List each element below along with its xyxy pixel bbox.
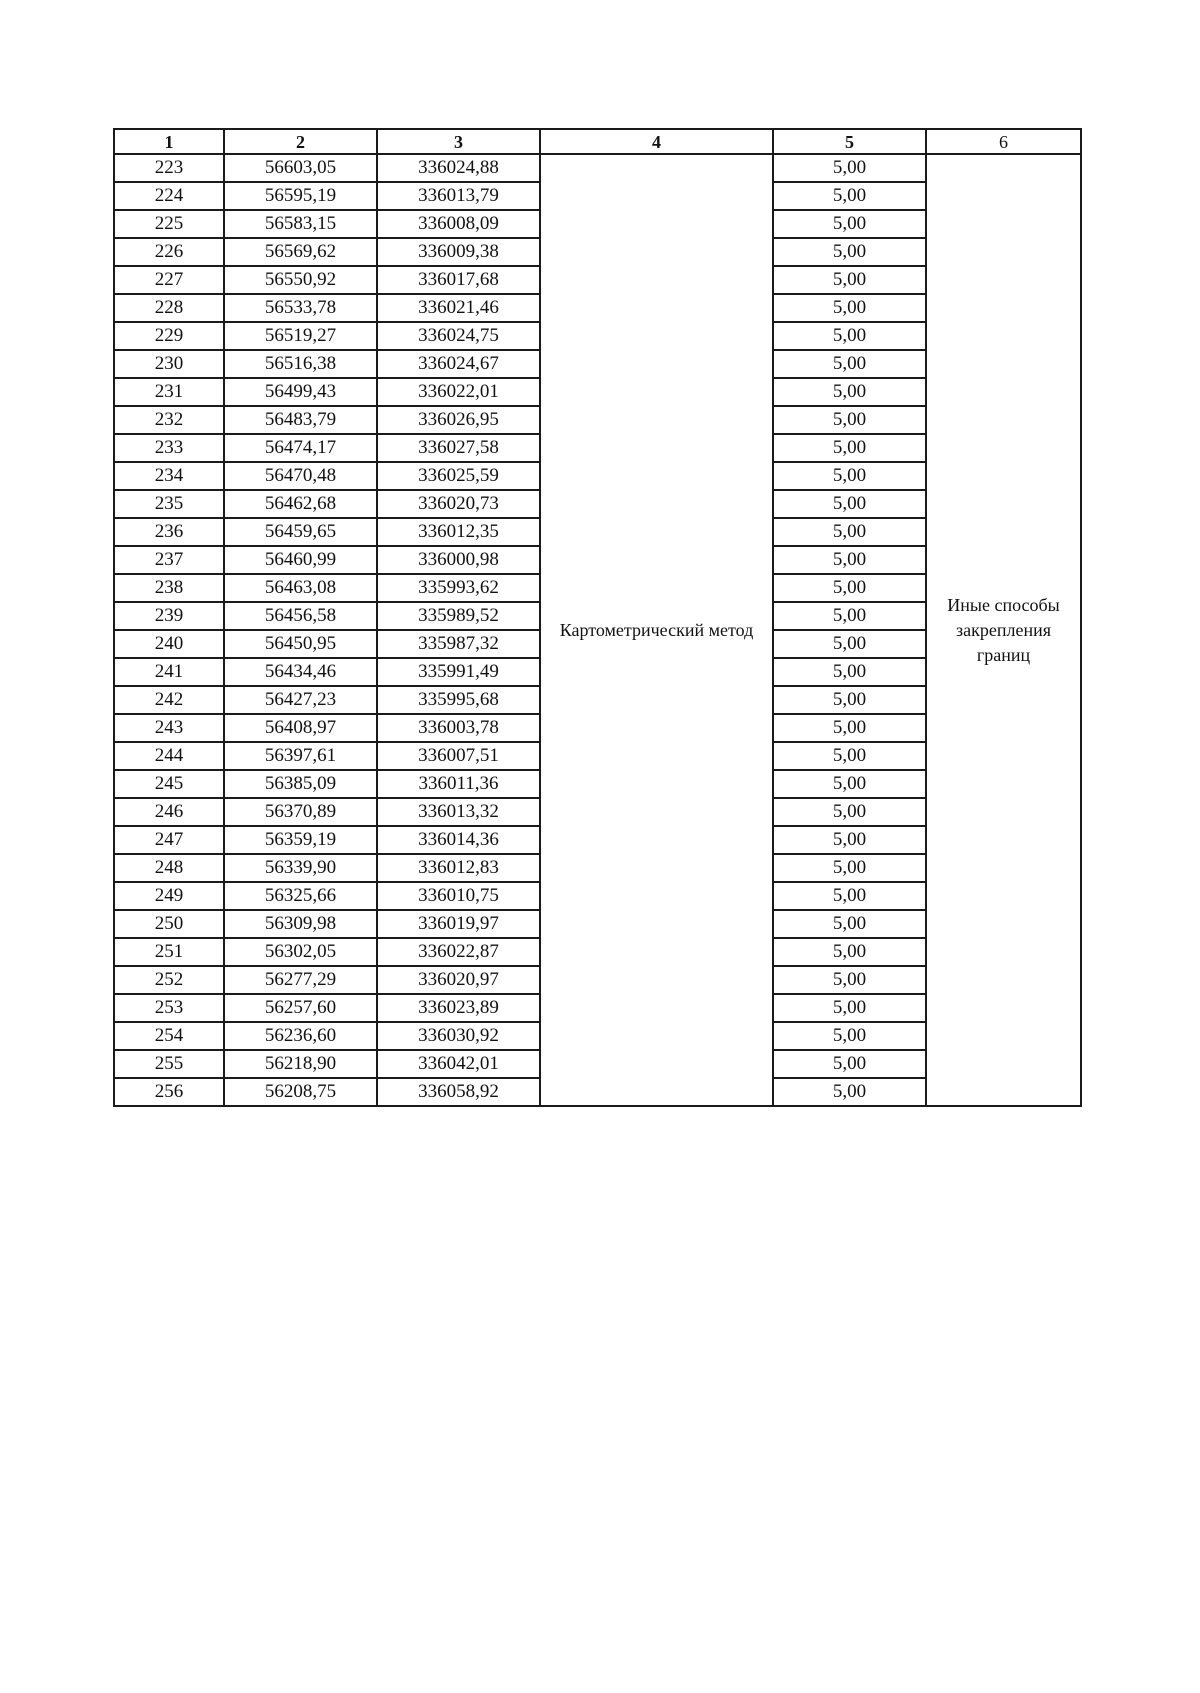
x-coordinate-cell: 56359,19 — [224, 826, 377, 854]
boundary-coordinates-table — [113, 128, 1082, 1107]
x-coordinate-cell: 56499,43 — [224, 378, 377, 406]
accuracy-cell: 5,00 — [773, 294, 926, 322]
accuracy-cell: 5,00 — [773, 938, 926, 966]
table-header — [114, 129, 1081, 154]
y-coordinate-cell: 336058,92 — [377, 1078, 540, 1106]
accuracy-cell: 5,00 — [773, 434, 926, 462]
x-coordinate-cell: 56208,75 — [224, 1078, 377, 1106]
y-coordinate-cell: 336022,87 — [377, 938, 540, 966]
x-coordinate-cell: 56470,48 — [224, 462, 377, 490]
point-number-cell: 224 — [114, 182, 224, 210]
point-number-cell: 223 — [114, 154, 224, 182]
x-coordinate-cell: 56462,68 — [224, 490, 377, 518]
point-number-cell: 237 — [114, 546, 224, 574]
x-coordinate-cell: 56218,90 — [224, 1050, 377, 1078]
accuracy-cell: 5,00 — [773, 1050, 926, 1078]
point-number-cell: 236 — [114, 518, 224, 546]
y-coordinate-cell: 335993,62 — [377, 574, 540, 602]
accuracy-cell: 5,00 — [773, 154, 926, 182]
point-number-cell: 240 — [114, 630, 224, 658]
y-coordinate-cell: 336021,46 — [377, 294, 540, 322]
y-coordinate-cell: 336019,97 — [377, 910, 540, 938]
x-coordinate-cell: 56483,79 — [224, 406, 377, 434]
y-coordinate-cell: 336025,59 — [377, 462, 540, 490]
accuracy-cell: 5,00 — [773, 770, 926, 798]
y-coordinate-cell: 336024,88 — [377, 154, 540, 182]
x-coordinate-cell: 56519,27 — [224, 322, 377, 350]
accuracy-cell: 5,00 — [773, 350, 926, 378]
x-coordinate-cell: 56456,58 — [224, 602, 377, 630]
y-coordinate-cell: 336024,75 — [377, 322, 540, 350]
point-number-cell: 234 — [114, 462, 224, 490]
accuracy-cell: 5,00 — [773, 686, 926, 714]
x-coordinate-cell: 56236,60 — [224, 1022, 377, 1050]
x-coordinate-cell: 56277,29 — [224, 966, 377, 994]
y-coordinate-cell: 336022,01 — [377, 378, 540, 406]
y-coordinate-cell: 336012,83 — [377, 854, 540, 882]
accuracy-cell: 5,00 — [773, 994, 926, 1022]
accuracy-cell: 5,00 — [773, 1078, 926, 1106]
point-number-cell: 251 — [114, 938, 224, 966]
x-coordinate-cell: 56434,46 — [224, 658, 377, 686]
x-coordinate-cell: 56385,09 — [224, 770, 377, 798]
point-number-cell: 239 — [114, 602, 224, 630]
point-number-cell: 245 — [114, 770, 224, 798]
x-coordinate-cell: 56583,15 — [224, 210, 377, 238]
point-number-cell: 244 — [114, 742, 224, 770]
point-number-cell: 253 — [114, 994, 224, 1022]
x-coordinate-cell: 56325,66 — [224, 882, 377, 910]
y-coordinate-cell: 336000,98 — [377, 546, 540, 574]
accuracy-cell: 5,00 — [773, 602, 926, 630]
table-body — [114, 154, 1081, 1106]
x-coordinate-cell: 56370,89 — [224, 798, 377, 826]
point-number-cell: 248 — [114, 854, 224, 882]
point-number-cell: 252 — [114, 966, 224, 994]
y-coordinate-cell: 336027,58 — [377, 434, 540, 462]
accuracy-cell: 5,00 — [773, 574, 926, 602]
accuracy-cell: 5,00 — [773, 714, 926, 742]
x-coordinate-cell: 56603,05 — [224, 154, 377, 182]
x-coordinate-cell: 56463,08 — [224, 574, 377, 602]
header-cell-4: 4 — [540, 129, 773, 154]
point-number-cell: 226 — [114, 238, 224, 266]
point-number-cell: 225 — [114, 210, 224, 238]
point-number-cell: 254 — [114, 1022, 224, 1050]
point-number-cell: 242 — [114, 686, 224, 714]
fixation-method-cell: Иные способы закрепления границ — [926, 154, 1081, 1106]
y-coordinate-cell: 336013,32 — [377, 798, 540, 826]
y-coordinate-cell: 336008,09 — [377, 210, 540, 238]
x-coordinate-cell: 56569,62 — [224, 238, 377, 266]
header-cell-3: 3 — [377, 129, 540, 154]
accuracy-cell: 5,00 — [773, 826, 926, 854]
y-coordinate-cell: 336017,68 — [377, 266, 540, 294]
point-number-cell: 241 — [114, 658, 224, 686]
y-coordinate-cell: 336009,38 — [377, 238, 540, 266]
y-coordinate-cell: 336003,78 — [377, 714, 540, 742]
y-coordinate-cell: 336014,36 — [377, 826, 540, 854]
x-coordinate-cell: 56450,95 — [224, 630, 377, 658]
accuracy-cell: 5,00 — [773, 630, 926, 658]
point-number-cell: 243 — [114, 714, 224, 742]
y-coordinate-cell: 335995,68 — [377, 686, 540, 714]
x-coordinate-cell: 56550,92 — [224, 266, 377, 294]
y-coordinate-cell: 336013,79 — [377, 182, 540, 210]
accuracy-cell: 5,00 — [773, 546, 926, 574]
y-coordinate-cell: 336023,89 — [377, 994, 540, 1022]
x-coordinate-cell: 56460,99 — [224, 546, 377, 574]
accuracy-cell: 5,00 — [773, 742, 926, 770]
y-coordinate-cell: 336010,75 — [377, 882, 540, 910]
accuracy-cell: 5,00 — [773, 182, 926, 210]
point-number-cell: 247 — [114, 826, 224, 854]
accuracy-cell: 5,00 — [773, 882, 926, 910]
y-coordinate-cell: 335991,49 — [377, 658, 540, 686]
point-number-cell: 249 — [114, 882, 224, 910]
accuracy-cell: 5,00 — [773, 210, 926, 238]
method-cell: Картометрический метод — [540, 154, 773, 1106]
point-number-cell: 250 — [114, 910, 224, 938]
point-number-cell: 255 — [114, 1050, 224, 1078]
accuracy-cell: 5,00 — [773, 378, 926, 406]
y-coordinate-cell: 336020,73 — [377, 490, 540, 518]
y-coordinate-cell: 336007,51 — [377, 742, 540, 770]
y-coordinate-cell: 336024,67 — [377, 350, 540, 378]
point-number-cell: 238 — [114, 574, 224, 602]
x-coordinate-cell: 56302,05 — [224, 938, 377, 966]
x-coordinate-cell: 56427,23 — [224, 686, 377, 714]
x-coordinate-cell: 56595,19 — [224, 182, 377, 210]
x-coordinate-cell: 56533,78 — [224, 294, 377, 322]
y-coordinate-cell: 335987,32 — [377, 630, 540, 658]
y-coordinate-cell: 336042,01 — [377, 1050, 540, 1078]
point-number-cell: 233 — [114, 434, 224, 462]
y-coordinate-cell: 336012,35 — [377, 518, 540, 546]
point-number-cell: 228 — [114, 294, 224, 322]
accuracy-cell: 5,00 — [773, 1022, 926, 1050]
accuracy-cell: 5,00 — [773, 798, 926, 826]
point-number-cell: 232 — [114, 406, 224, 434]
point-number-cell: 230 — [114, 350, 224, 378]
accuracy-cell: 5,00 — [773, 490, 926, 518]
accuracy-cell: 5,00 — [773, 462, 926, 490]
accuracy-cell: 5,00 — [773, 238, 926, 266]
x-coordinate-cell: 56309,98 — [224, 910, 377, 938]
y-coordinate-cell: 336020,97 — [377, 966, 540, 994]
y-coordinate-cell: 336011,36 — [377, 770, 540, 798]
point-number-cell: 229 — [114, 322, 224, 350]
x-coordinate-cell: 56516,38 — [224, 350, 377, 378]
accuracy-cell: 5,00 — [773, 854, 926, 882]
header-cell-5: 5 — [773, 129, 926, 154]
header-cell-6: 6 — [926, 129, 1081, 154]
x-coordinate-cell: 56397,61 — [224, 742, 377, 770]
accuracy-cell: 5,00 — [773, 322, 926, 350]
x-coordinate-cell: 56257,60 — [224, 994, 377, 1022]
x-coordinate-cell: 56408,97 — [224, 714, 377, 742]
header-cell-2: 2 — [224, 129, 377, 154]
accuracy-cell: 5,00 — [773, 518, 926, 546]
x-coordinate-cell: 56339,90 — [224, 854, 377, 882]
y-coordinate-cell: 336026,95 — [377, 406, 540, 434]
point-number-cell: 235 — [114, 490, 224, 518]
x-coordinate-cell: 56474,17 — [224, 434, 377, 462]
accuracy-cell: 5,00 — [773, 266, 926, 294]
accuracy-cell: 5,00 — [773, 658, 926, 686]
x-coordinate-cell: 56459,65 — [224, 518, 377, 546]
point-number-cell: 231 — [114, 378, 224, 406]
accuracy-cell: 5,00 — [773, 966, 926, 994]
point-number-cell: 246 — [114, 798, 224, 826]
y-coordinate-cell: 335989,52 — [377, 602, 540, 630]
header-row — [114, 129, 1081, 154]
accuracy-cell: 5,00 — [773, 910, 926, 938]
point-number-cell: 227 — [114, 266, 224, 294]
accuracy-cell: 5,00 — [773, 406, 926, 434]
table-row — [114, 154, 1081, 182]
header-cell-1: 1 — [114, 129, 224, 154]
point-number-cell: 256 — [114, 1078, 224, 1106]
y-coordinate-cell: 336030,92 — [377, 1022, 540, 1050]
